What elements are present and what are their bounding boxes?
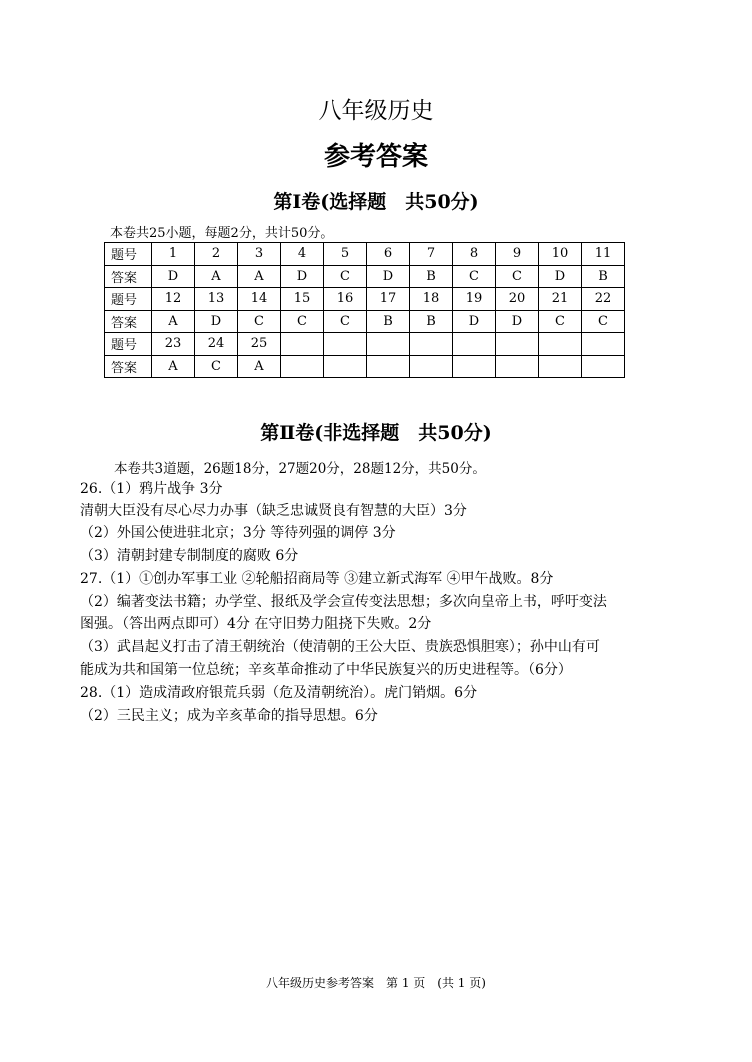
answer-cell: D bbox=[496, 310, 539, 333]
document-title: 八年级历史 bbox=[318, 98, 434, 124]
row-label-question: 题号 bbox=[105, 243, 152, 266]
question-number-cell bbox=[410, 333, 453, 356]
row-label-question: 题号 bbox=[105, 333, 152, 356]
section1-heading: 第Ⅰ卷(选择题 共50分) bbox=[273, 191, 479, 213]
question-number-cell: 14 bbox=[238, 288, 281, 311]
answer-line: （2）编著变法书籍；办学堂、报纸及学会宣传变法思想；多次向皇帝上书，呼吁变法 bbox=[80, 594, 607, 610]
section2-note: 本卷共3道题，26题18分，27题20分，28题12分，共50分。 bbox=[114, 461, 486, 477]
row-label-answer: 答案 bbox=[105, 310, 152, 333]
answer-row bbox=[105, 265, 625, 288]
answer-cell: A bbox=[152, 310, 195, 333]
answer-cell bbox=[582, 355, 625, 378]
question-number-cell bbox=[281, 333, 324, 356]
answer-cell: C bbox=[195, 355, 238, 378]
question-number-cell: 22 bbox=[582, 288, 625, 311]
answer-cell: C bbox=[453, 265, 496, 288]
answer-cell: D bbox=[195, 310, 238, 333]
row-label-answer: 答案 bbox=[105, 355, 152, 378]
answer-cell bbox=[453, 355, 496, 378]
question-number-cell: 17 bbox=[367, 288, 410, 311]
question-number-cell bbox=[367, 333, 410, 356]
answer-cell: B bbox=[410, 310, 453, 333]
answer-cell: C bbox=[324, 310, 367, 333]
question-number-cell: 24 bbox=[195, 333, 238, 356]
question-number-row bbox=[105, 288, 625, 311]
answer-cell: D bbox=[367, 265, 410, 288]
answer-cell: A bbox=[238, 265, 281, 288]
question-number-cell: 2 bbox=[195, 243, 238, 266]
answer-cell: D bbox=[539, 265, 582, 288]
answer-cell bbox=[539, 355, 582, 378]
answer-cell: C bbox=[496, 265, 539, 288]
page-footer: 八年级历史参考答案 第 1 页 (共 1 页) bbox=[266, 976, 486, 990]
question-number-cell bbox=[496, 333, 539, 356]
question-number-cell: 21 bbox=[539, 288, 582, 311]
answer-row bbox=[105, 355, 625, 378]
section1-note: 本卷共25小题，每题2分，共计50分。 bbox=[110, 226, 334, 241]
answer-line: 26.（1）鸦片战争 3分 bbox=[80, 481, 223, 497]
question-number-cell: 16 bbox=[324, 288, 367, 311]
question-number-cell: 3 bbox=[238, 243, 281, 266]
question-number-cell: 19 bbox=[453, 288, 496, 311]
question-number-cell: 18 bbox=[410, 288, 453, 311]
question-number-cell: 12 bbox=[152, 288, 195, 311]
answer-cell: A bbox=[238, 355, 281, 378]
document-subtitle: 参考答案 bbox=[323, 142, 428, 172]
question-number-cell: 4 bbox=[281, 243, 324, 266]
answer-cell: B bbox=[582, 265, 625, 288]
question-number-cell: 5 bbox=[324, 243, 367, 266]
answer-cell: C bbox=[324, 265, 367, 288]
question-number-cell: 9 bbox=[496, 243, 539, 266]
question-number-cell: 13 bbox=[195, 288, 238, 311]
answer-line: 能成为共和国第一位总统；辛亥革命推动了中华民族复兴的历史进程等。（6分） bbox=[80, 662, 572, 678]
question-number-cell: 23 bbox=[152, 333, 195, 356]
answer-cell bbox=[496, 355, 539, 378]
answer-line: 28.（1）造成清政府银荒兵弱（危及清朝统治）。虎门销烟。6分 bbox=[80, 685, 478, 701]
answer-cell: A bbox=[152, 355, 195, 378]
question-number-cell: 10 bbox=[539, 243, 582, 266]
answer-table bbox=[104, 242, 625, 378]
answer-line: （2）外国公使进驻北京；3分 等待列强的调停 3分 bbox=[80, 525, 396, 541]
section2-heading: 第Ⅱ卷(非选择题 共50分) bbox=[260, 422, 492, 444]
question-number-row bbox=[105, 333, 625, 356]
question-number-cell: 8 bbox=[453, 243, 496, 266]
answer-cell bbox=[324, 355, 367, 378]
question-number-cell: 1 bbox=[152, 243, 195, 266]
answer-cell: B bbox=[410, 265, 453, 288]
question-number-cell: 25 bbox=[238, 333, 281, 356]
answer-line: 清朝大臣没有尽心尽力办事（缺乏忠诚贤良有智慧的大臣）3分 bbox=[80, 503, 467, 519]
question-number-cell: 15 bbox=[281, 288, 324, 311]
answer-cell: D bbox=[453, 310, 496, 333]
answer-line: 图强。（答出两点即可）4分 在守旧势力阻挠下失败。2分 bbox=[80, 616, 432, 632]
answer-line: 27.（1）①创办军事工业 ②轮船招商局等 ③建立新式海军 ④甲午战败。8分 bbox=[80, 571, 554, 587]
answer-cell bbox=[367, 355, 410, 378]
answer-line: （3）清朝封建专制制度的腐败 6分 bbox=[80, 548, 299, 564]
question-number-cell bbox=[324, 333, 367, 356]
question-number-cell: 7 bbox=[410, 243, 453, 266]
answer-cell: A bbox=[195, 265, 238, 288]
question-number-cell bbox=[582, 333, 625, 356]
answer-cell: C bbox=[281, 310, 324, 333]
question-number-row bbox=[105, 243, 625, 266]
question-number-cell: 20 bbox=[496, 288, 539, 311]
question-number-cell: 6 bbox=[367, 243, 410, 266]
answer-cell bbox=[281, 355, 324, 378]
row-label-answer: 答案 bbox=[105, 265, 152, 288]
question-number-cell bbox=[453, 333, 496, 356]
answer-line: （2）三民主义；成为辛亥革命的指导思想。6分 bbox=[80, 708, 378, 724]
answer-row bbox=[105, 310, 625, 333]
question-number-cell: 11 bbox=[582, 243, 625, 266]
answer-cell: C bbox=[539, 310, 582, 333]
answer-line: （3）武昌起义打击了清王朝统治（使清朝的王公大臣、贵族恐惧胆寒）；孙中山有可 bbox=[80, 639, 600, 655]
answer-cell bbox=[410, 355, 453, 378]
answer-cell: C bbox=[238, 310, 281, 333]
row-label-question: 题号 bbox=[105, 288, 152, 311]
question-number-cell bbox=[539, 333, 582, 356]
answer-cell: D bbox=[152, 265, 195, 288]
answer-cell: D bbox=[281, 265, 324, 288]
answer-cell: C bbox=[582, 310, 625, 333]
answer-cell: B bbox=[367, 310, 410, 333]
